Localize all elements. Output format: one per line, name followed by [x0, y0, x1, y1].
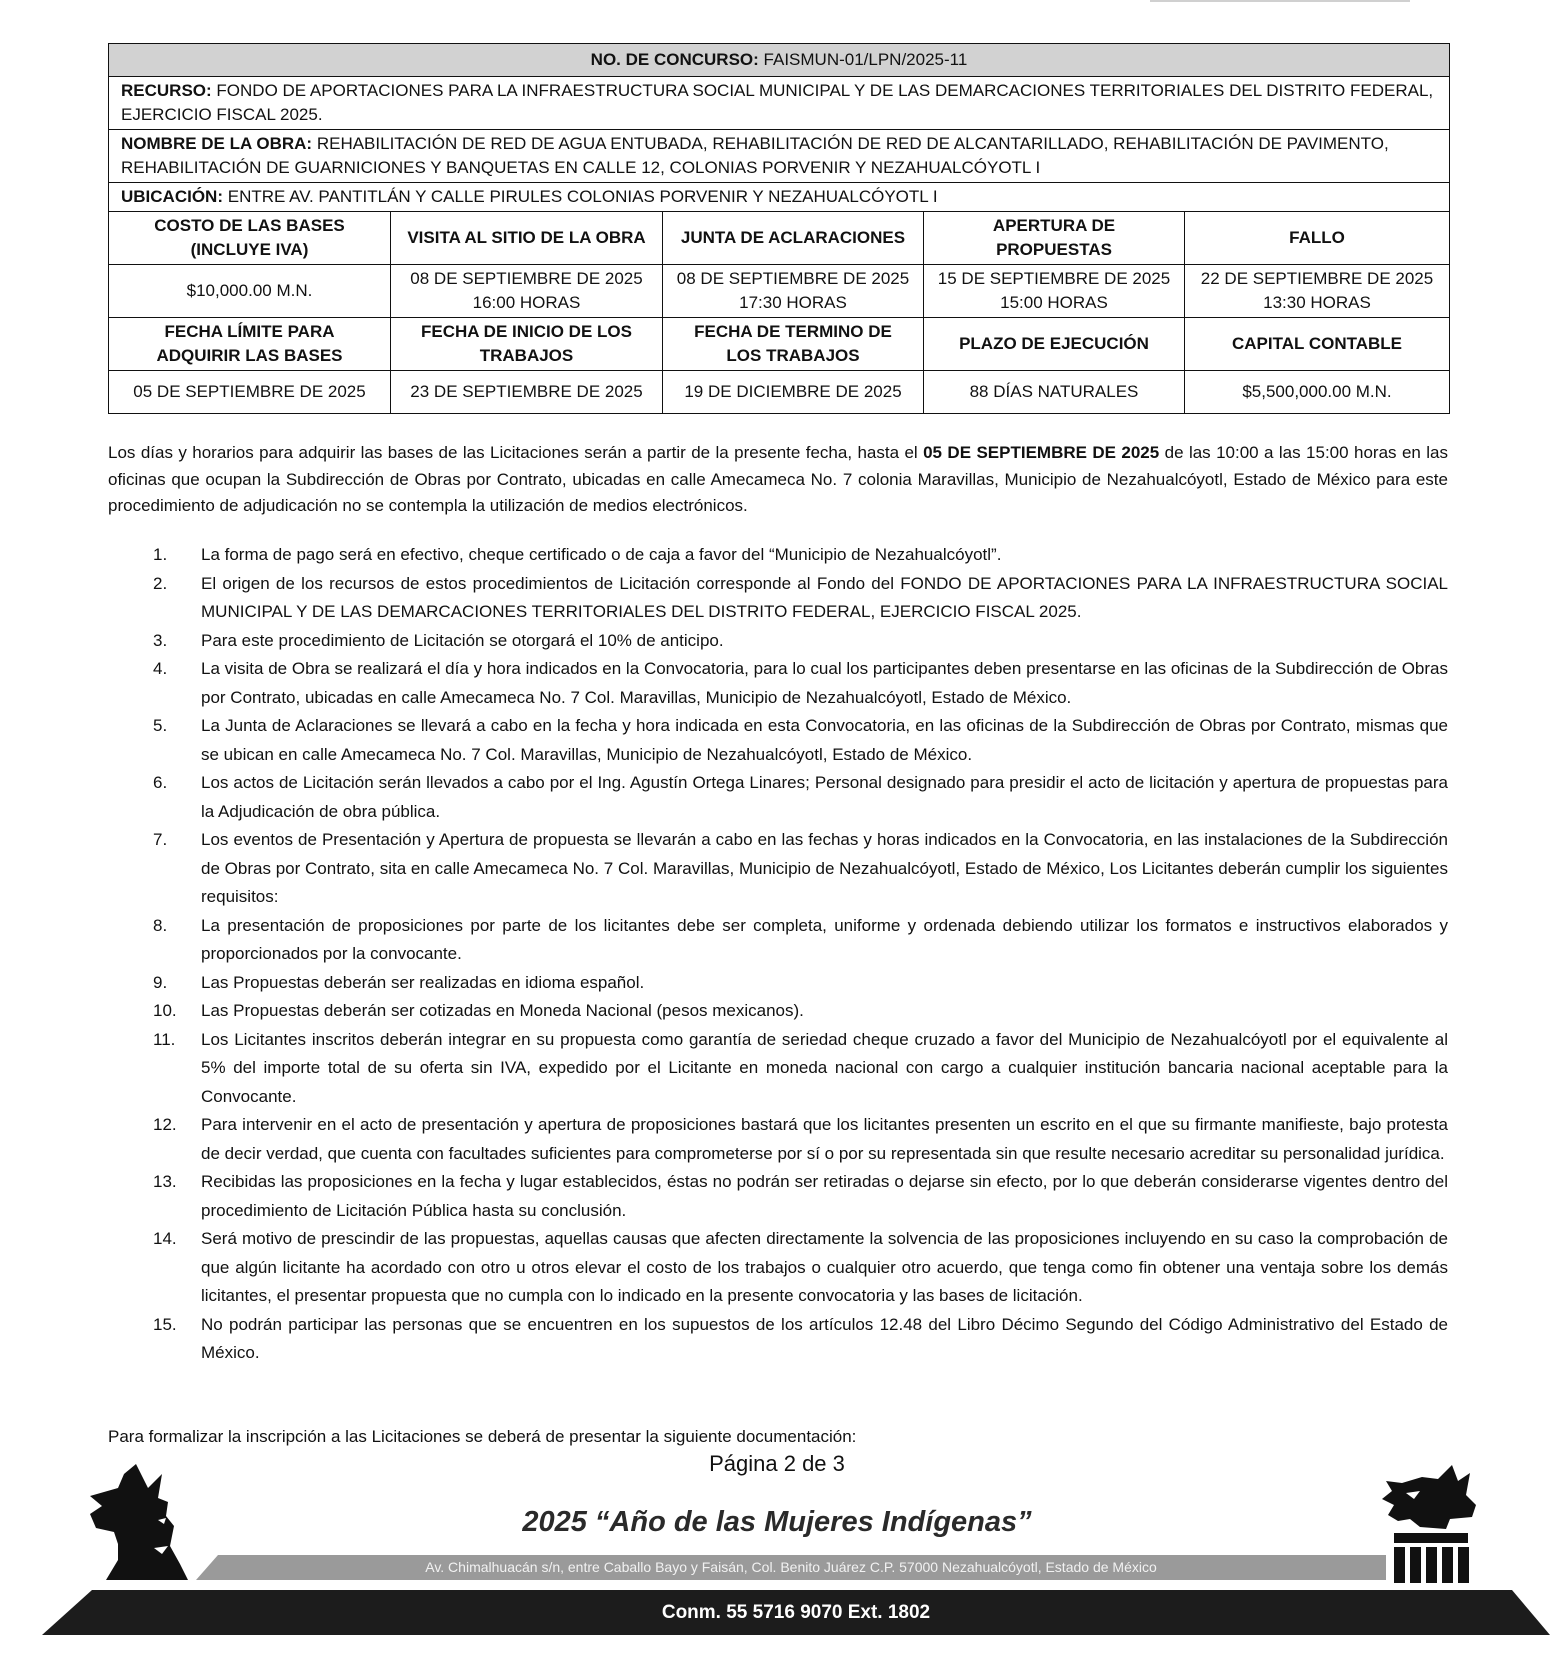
contest-table	[108, 43, 1450, 414]
list-item-text: Las Propuestas deberán ser cotizadas en Moneda Nacional (pesos mexicanos).	[201, 1001, 804, 1020]
value-fecha-inicio: 23 DE SEPTIEMBRE DE 2025	[391, 371, 663, 414]
list-item-number: 15.	[153, 1314, 177, 1334]
header-visita-sitio: VISITA AL SITIO DE LA OBRA	[391, 212, 663, 265]
list-item-number: 12.	[153, 1115, 177, 1134]
list-item-number: 10.	[153, 1001, 177, 1020]
value-fecha-termino: 19 DE DICIEMBRE DE 2025	[663, 371, 924, 414]
list-item-text: Para este procedimiento de Licitación se otorgará el 10% de anticipo.	[201, 630, 724, 650]
list-item	[108, 912, 1448, 969]
value-junta-date: 08 DE SEPTIEMBRE DE 2025	[676, 269, 910, 288]
page-number: Página 2 de 3	[709, 1451, 845, 1476]
value-apertura-time: 15:00 HORAS	[1000, 293, 1108, 312]
value-apertura-date: 15 DE SEPTIEMBRE DE 2025	[937, 269, 1171, 288]
intro-paragraph	[108, 440, 1448, 520]
list-item-text: Los Licitantes inscritos deberán integrar en su propuesta como garantía de seriedad cheque cruzado a favor del Municipio de Nezahualcóyotl por el equivalente al 5% del importe total de su oferta sin IVA, expedido por el Licitante en moneda nacional con cargo a cualquier institución bancaria nacional aceptable para la Convocante.	[201, 1029, 1448, 1106]
list-item-number: 4.	[153, 659, 168, 678]
contest-number-cell	[109, 44, 1450, 77]
list-item	[108, 769, 1448, 826]
contest-number-label: NO. DE CONCURSO:	[590, 50, 759, 69]
list-item-text: La presentación de proposiciones por parte de los licitantes debe ser completa, uniforme y ordenada debiendo utilizar los formatos e instructivos elaborados y proporcionados por la convocante.	[201, 915, 1448, 963]
list-item-text: Los actos de Licitación serán llevados a cabo por el Ing. Agustín Ortega Linares; Personal designado para presidir el acto de licitación y apertura de propuestas para la Adjudicación de obra pública.	[201, 773, 1448, 821]
list-item	[108, 997, 1448, 1026]
value-plazo-ejecucion: 88 DÍAS NATURALES	[924, 371, 1185, 414]
closing-sentence: Para formalizar la inscripción a las Licitaciones se deberá de presentar la siguiente documentación:	[108, 1427, 857, 1446]
header-apertura-propuestas: APERTURA DE PROPUESTAS	[924, 212, 1185, 265]
list-item-text: Será motivo de prescindir de las propuestas, aquellas causas que afecten directamente la solvencia de las proposiciones incluyendo en su caso la comprobación de que algún licitante ha acordado con otro u otros elevar el costo de los trabajos o cualquier otro acuerdo, que tenga como fin obtener una ventaja sobre los demás licitantes, el presentar propuesta que no cumpla con lo indicado en la presente convocatoria y las bases de licitación.	[201, 1229, 1448, 1305]
header-fecha-inicio: FECHA DE INICIO DE LOS TRABAJOS	[391, 318, 663, 371]
recurso-value: FONDO DE APORTACIONES PARA LA INFRAESTRUCTURA SOCIAL MUNICIPAL Y DE LAS DEMARCACIONES TERRITORIALES DEL DISTRITO FEDERAL, EJERCICIO FISCAL 2025.	[121, 81, 1434, 124]
list-item-number: 9.	[153, 972, 168, 992]
list-item-number: 14.	[153, 1229, 177, 1248]
value-visita-sitio	[391, 265, 663, 318]
list-item	[108, 712, 1448, 769]
value-fallo-time: 13:30 HORAS	[1263, 293, 1371, 312]
list-item	[108, 826, 1448, 912]
value-costo-bases-line1: $10,000.00 M.N.	[186, 281, 313, 300]
address-text: Av. Chimalhuacán s/n, entre Caballo Bayo y Faisán, Col. Benito Juárez C.P. 57000 Nezahualcóyotl, Estado de México	[425, 1559, 1157, 1575]
list-item	[108, 655, 1448, 712]
intro-part2: de las 10:00 a las 15:00 horas en las oficinas que ocupan la Subdirección de Obras por Contrato, ubicadas en calle Amecameca No. 7 colonia Maravillas, Municipio de Nezahualcóyotl, Estado de México para este procedimiento de adjudicación no se contempla la utilización de medios electrónicos.	[108, 443, 1448, 515]
value-junta-aclaraciones	[663, 265, 924, 318]
list-item-text: El origen de los recursos de estos procedimientos de Licitación corresponde al Fondo del FONDO DE APORTACIONES PARA LA INFRAESTRUCTURA SOCIAL MUNICIPAL Y DE LAS DEMARCACIONES TERRITORIALES DEL DISTRITO FEDERAL, EJERCICIO FISCAL 2025.	[201, 573, 1448, 621]
year-motto: 2025 “Año de las Mujeres Indígenas”	[522, 1506, 1032, 1538]
value-fecha-limite: 05 DE SEPTIEMBRE DE 2025	[109, 371, 391, 414]
list-item-number: 13.	[153, 1172, 177, 1191]
list-item-text: No podrán participar las personas que se encuentren en los supuestos de los artículos 12.48 del Libro Décimo Segundo del Código Administrativo del Estado de México.	[201, 1314, 1448, 1362]
obra-row	[109, 130, 1450, 183]
value-visita-date: 08 DE SEPTIEMBRE DE 2025	[410, 269, 643, 288]
value-apertura-propuestas	[924, 265, 1185, 318]
list-item-number: 8.	[153, 915, 168, 935]
list-item-text: Para intervenir en el acto de presentación y apertura de proposiciones bastará que los licitantes presenten un escrito en el que su firmante manifieste, bajo protesta de decir verdad, que cuenta con facultades suficientes para comprometerse por sí o por su representada sin que resulte necesario acreditar su personalidad jurídica.	[201, 1115, 1448, 1163]
ubicacion-row	[109, 183, 1450, 212]
header-fecha-termino: FECHA DE TERMINO DE LOS TRABAJOS	[663, 318, 924, 371]
list-item-number: 5.	[153, 716, 168, 735]
list-item-text: Los eventos de Presentación y Apertura de propuesta se llevarán a cabo en las fechas y horas indicados en la Convocatoria, en las instalaciones de la Subdirección de Obras por Contrato, sita en calle Amecameca No. 7 Col. Maravillas, Municipio de Nezahualcóyotl, Estado de México, Los Licitantes deberán cumplir los siguientes requisitos:	[201, 830, 1448, 906]
list-item	[108, 1311, 1448, 1368]
list-item-number: 6.	[153, 773, 168, 792]
ubicacion-label: UBICACIÓN:	[121, 187, 223, 206]
list-item	[108, 1225, 1448, 1311]
list-item	[108, 1026, 1448, 1112]
intro-bold-date: 05 DE SEPTIEMBRE DE 2025	[923, 443, 1160, 462]
header-capital-contable: CAPITAL CONTABLE	[1185, 318, 1450, 371]
phone-text: Conm. 55 5716 9070 Ext. 1802	[661, 1602, 931, 1623]
obra-value: REHABILITACIÓN DE RED DE AGUA ENTUBADA, REHABILITACIÓN DE RED DE ALCANTARILLADO, REHABILITACIÓN DE PAVIMENTO, REHABILITACIÓN DE GUARNICIONES Y BANQUETAS EN CALLE 12, COLONIAS PORVENIR Y NEZAHUALCÓYOTL I	[121, 134, 1389, 177]
header-fallo: FALLO	[1185, 212, 1450, 265]
value-fallo	[1185, 265, 1450, 318]
value-fallo-date: 22 DE SEPTIEMBRE DE 2025	[1200, 269, 1434, 288]
list-item-number: 11.	[153, 1029, 176, 1049]
list-item	[108, 541, 1448, 570]
list-item-number: 2.	[153, 573, 168, 593]
list-item-number: 3.	[153, 630, 168, 650]
list-item-number: 1.	[153, 545, 168, 564]
value-costo-bases	[109, 265, 391, 318]
recurso-row	[109, 77, 1450, 130]
value-junta-time: 17:30 HORAS	[739, 293, 847, 312]
list-item	[108, 969, 1448, 998]
list-item	[108, 570, 1448, 627]
header-costo-bases: COSTO DE LAS BASES (INCLUYE IVA)	[109, 212, 391, 265]
list-item-text: La forma de pago será en efectivo, cheque certificado o de caja a favor del “Municipio de Nezahualcóyotl”.	[201, 545, 1002, 564]
list-item	[108, 627, 1448, 656]
intro-part1: Los días y horarios para adquirir las bases de las Licitaciones serán a partir de la presente fecha, hasta el	[108, 443, 924, 462]
ubicacion-value: ENTRE AV. PANTITLÁN Y CALLE PIRULES COLONIAS PORVENIR Y NEZAHUALCÓYOTL I	[227, 187, 938, 206]
header-fecha-limite: FECHA LÍMITE PARA ADQUIRIR LAS BASES	[109, 318, 391, 371]
list-item-text: La Junta de Aclaraciones se llevará a cabo en la fecha y hora indicada en esta Convocatoria, en las oficinas de la Subdirección de Obras por Contrato, mismas que se ubican en calle Amecameca No. 7 Col. Maravillas, Municipio de Nezahualcóyotl, Estado de México.	[201, 716, 1448, 764]
list-item-text: La visita de Obra se realizará el día y hora indicados en la Convocatoria, para lo cual los participantes deben presentarse en las oficinas de la Subdirección de Obras por Contrato, ubicadas en calle Amecameca No. 7 Col. Maravillas, Municipio de Nezahualcóyotl, Estado de México.	[201, 659, 1448, 707]
list-item-number: 7.	[153, 830, 168, 849]
value-capital-contable: $5,500,000.00 M.N.	[1185, 371, 1450, 414]
contest-number-value: FAISMUN-01/LPN/2025-11	[763, 50, 968, 69]
list-item-text: Las Propuestas deberán ser realizadas en idioma español.	[201, 972, 645, 992]
header-plazo-ejecucion: PLAZO DE EJECUCIÓN	[924, 318, 1185, 371]
list-item	[108, 1168, 1448, 1225]
list-item-text: Recibidas las proposiciones en la fecha y lugar establecidos, éstas no podrán ser retiradas o dejarse sin efecto, por lo que deberán considerarse vigentes dentro del procedimiento de Licitación Pública hasta su conclusión.	[201, 1172, 1448, 1220]
list-item	[108, 1111, 1448, 1168]
recurso-label: RECURSO:	[121, 81, 212, 100]
top-edge-line	[1150, 0, 1410, 2]
value-visita-time: 16:00 HORAS	[472, 293, 581, 312]
obra-label: NOMBRE DE LA OBRA:	[121, 134, 313, 153]
requirements-list	[108, 541, 1448, 1368]
header-junta-aclaraciones: JUNTA DE ACLARACIONES	[663, 212, 924, 265]
